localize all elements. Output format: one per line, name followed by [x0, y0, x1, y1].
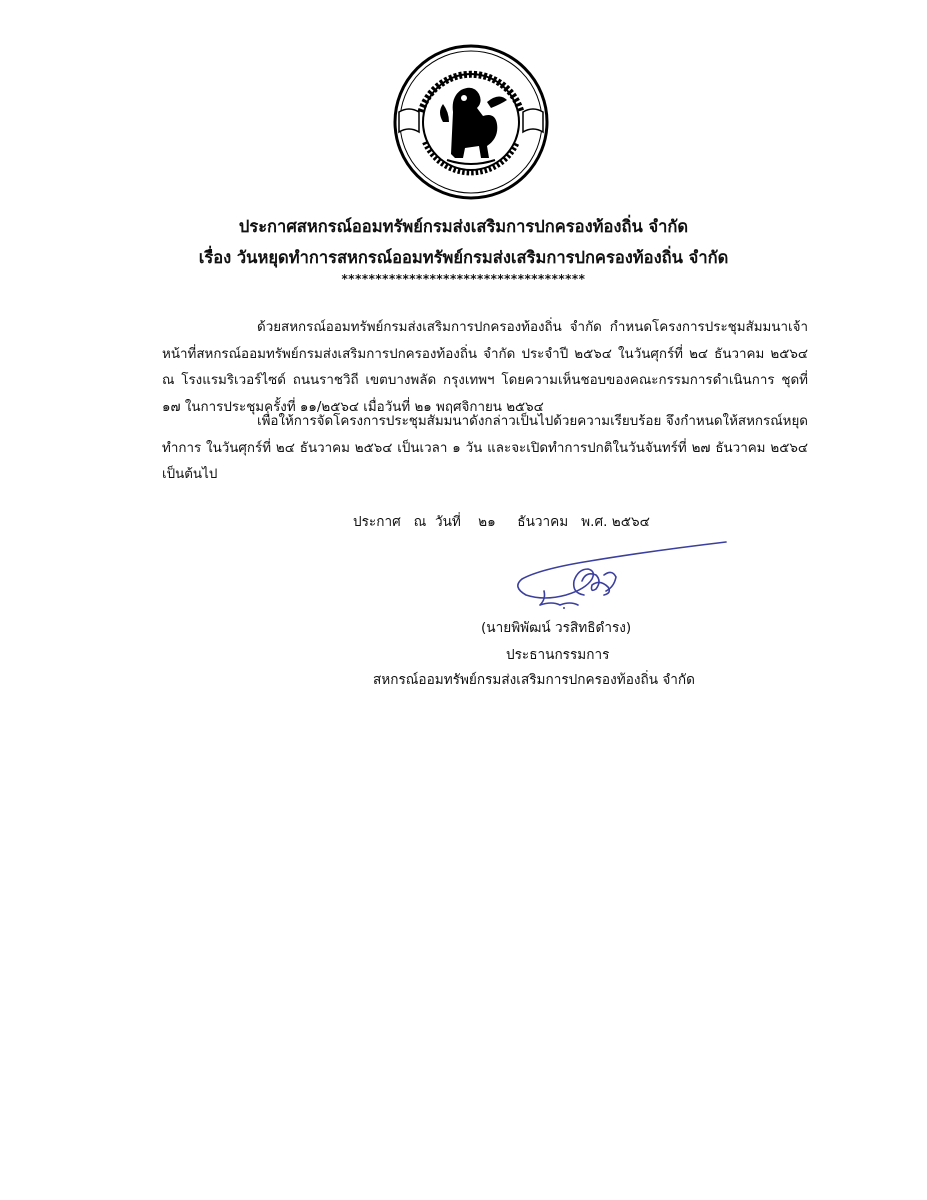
signatory-position: ประธานกรรมการ — [506, 647, 610, 663]
handwritten-signature — [500, 535, 740, 615]
announcement-title: ประกาศสหกรณ์ออมทรัพย์กรมส่งเสริมการปกครองท้องถิ่น จำกัด — [238, 217, 689, 236]
title-separator: ************************************ — [341, 272, 586, 286]
announcement-date-line: ประกาศ ณ วันที่ ๒๑ ธันวาคม พ.ศ. ๒๕๖๔ — [353, 514, 650, 530]
body-paragraph-2: เพื่อให้การจัดโครงการประชุมสัมมนาดังกล่าวเป็นไปด้วยความเรียบร้อย จึงกำหนดให้สหกรณ์หยุดทำการ ในวันศุกร์ที่ ๒๔ ธันวาคม ๒๕๖๔ เป็นเวลา ๑ วัน และจะเปิดทำการปกติในวันจันทร์ที่ ๒๗ ธันวาคม ๒๕๖๔ เป็นต้นไป — [162, 414, 808, 482]
body-paragraph-1: ด้วยสหกรณ์ออมทรัพย์กรมส่งเสริมการปกครองท้องถิ่น จำกัด กำหนดโครงการประชุมสัมมนาเจ้าหน้าที่สหกรณ์ออมทรัพย์กรมส่งเสริมการปกครองท้องถิ่น จำกัด ประจำปี ๒๕๖๔ ในวันศุกร์ที่ ๒๔ ธันวาคม ๒๕๖๔ ณ โรงแรมริเวอร์ไซด์ ถนนราชวิถี เขตบางพลัด กรุงเทพฯ โดยความเห็นชอบของคณะกรรมการดำเนินการ ชุดที่ ๑๗ ในการประชุมครั้งที่ ๑๑/๒๕๖๔ เมื่อวันที่ ๒๑ พฤศจิกายน ๒๕๖๔ — [162, 320, 808, 415]
cooperative-seal-logo — [391, 42, 551, 202]
announcement-subject: เรื่อง วันหยุดทำการสหกรณ์ออมทรัพย์กรมส่งเสริมการปกครองท้องถิ่น จำกัด — [198, 248, 729, 267]
signatory-organization: สหกรณ์ออมทรัพย์กรมส่งเสริมการปกครองท้องถิ่น จำกัด — [373, 672, 695, 688]
signatory-name: (นายพิพัฒน์ วรสิทธิดำรง) — [481, 620, 632, 636]
